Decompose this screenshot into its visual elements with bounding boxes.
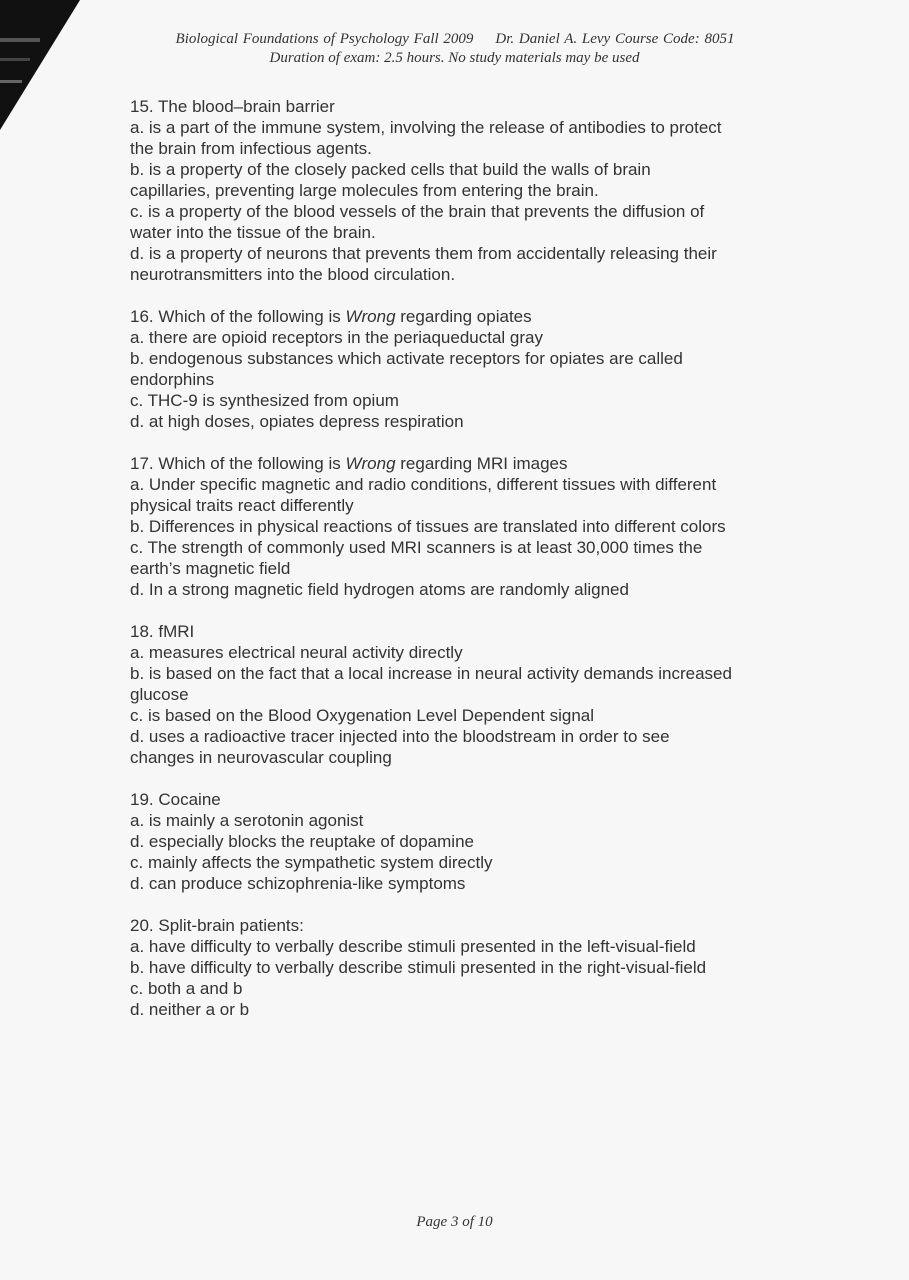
answer-option: a. there are opioid receptors in the periaqueductal gray [130, 328, 543, 347]
question-19 [130, 789, 800, 894]
question-16 [130, 306, 800, 432]
answer-option: a. Under specific magnetic and radio conditions, different tissues with different [130, 475, 717, 494]
answer-option: d. at high doses, opiates depress respiration [130, 412, 464, 431]
answer-option: c. both a and b [130, 979, 243, 998]
question-stem: 16. Which of the following is Wrong regarding opiates [130, 307, 532, 326]
question-stem: 19. Cocaine [130, 790, 221, 809]
page-number: Page 3 of 10 [416, 1214, 493, 1230]
answer-option: d. can produce schizophrenia-like symptoms [130, 874, 466, 893]
answer-option: a. is mainly a serotonin agonist [130, 811, 364, 830]
answer-option: physical traits react differently [130, 496, 354, 515]
answer-option: capillaries, preventing large molecules from entering the brain. [130, 181, 599, 200]
exam-header [0, 30, 909, 68]
exam-term: Fall 2009 [413, 31, 474, 47]
answer-option: b. have difficulty to verbally describe stimuli presented in the right-visual-field [130, 958, 707, 977]
question-stem: 17. Which of the following is Wrong regarding MRI images [130, 454, 568, 473]
answer-option: b. endogenous substances which activate receptors for opiates are called [130, 349, 683, 368]
answer-option: neurotransmitters into the blood circulation. [130, 265, 456, 284]
answer-option: a. is a part of the immune system, involving the release of antibodies to protect [130, 118, 722, 137]
answer-option: c. mainly affects the sympathetic system directly [130, 853, 493, 872]
instructor-name: Dr. Daniel A. Levy [495, 31, 611, 47]
exam-instructions: Duration of exam: 2.5 hours. No study materials may be used [269, 50, 640, 66]
question-20 [130, 915, 800, 1020]
answer-option: a. measures electrical neural activity directly [130, 643, 463, 662]
answer-option: b. is a property of the closely packed cells that build the walls of brain [130, 160, 651, 179]
answer-option: c. is a property of the blood vessels of the brain that prevents the diffusion of [130, 202, 705, 221]
answer-option: d. neither a or b [130, 1000, 250, 1019]
answer-option: c. The strength of commonly used MRI scanners is at least 30,000 times the [130, 538, 703, 557]
question-15 [130, 96, 800, 285]
question-18 [130, 621, 800, 768]
answer-option: c. is based on the Blood Oxygenation Level Dependent signal [130, 706, 595, 725]
emphasis-wrong: Wrong [345, 307, 396, 326]
answer-option: the brain from infectious agents. [130, 139, 372, 158]
course-title: Biological Foundations of Psychology [175, 31, 409, 47]
answer-option: changes in neurovascular coupling [130, 748, 392, 767]
question-stem: 20. Split-brain patients: [130, 916, 304, 935]
answer-option: a. have difficulty to verbally describe stimuli presented in the left-visual-field [130, 937, 696, 956]
answer-option: d. is a property of neurons that prevents them from accidentally releasing their [130, 244, 717, 263]
question-17 [130, 453, 800, 600]
answer-option: b. is based on the fact that a local increase in neural activity demands increased [130, 664, 732, 683]
answer-option: d. especially blocks the reuptake of dopamine [130, 832, 474, 851]
answer-option: earth’s magnetic field [130, 559, 291, 578]
course-code: Course Code: 8051 [614, 31, 735, 47]
answer-option: d. uses a radioactive tracer injected into the bloodstream in order to see [130, 727, 670, 746]
answer-option: glucose [130, 685, 189, 704]
question-stem: 18. fMRI [130, 622, 195, 641]
answer-option: d. In a strong magnetic field hydrogen atoms are randomly aligned [130, 580, 629, 599]
answer-option: c. THC-9 is synthesized from opium [130, 391, 399, 410]
answer-option: water into the tissue of the brain. [130, 223, 376, 242]
emphasis-wrong: Wrong [345, 454, 396, 473]
answer-option: b. Differences in physical reactions of tissues are translated into different colors [130, 517, 726, 536]
answer-option: endorphins [130, 370, 215, 389]
question-list [130, 96, 800, 1041]
question-stem: 15. The blood–brain barrier [130, 97, 335, 116]
